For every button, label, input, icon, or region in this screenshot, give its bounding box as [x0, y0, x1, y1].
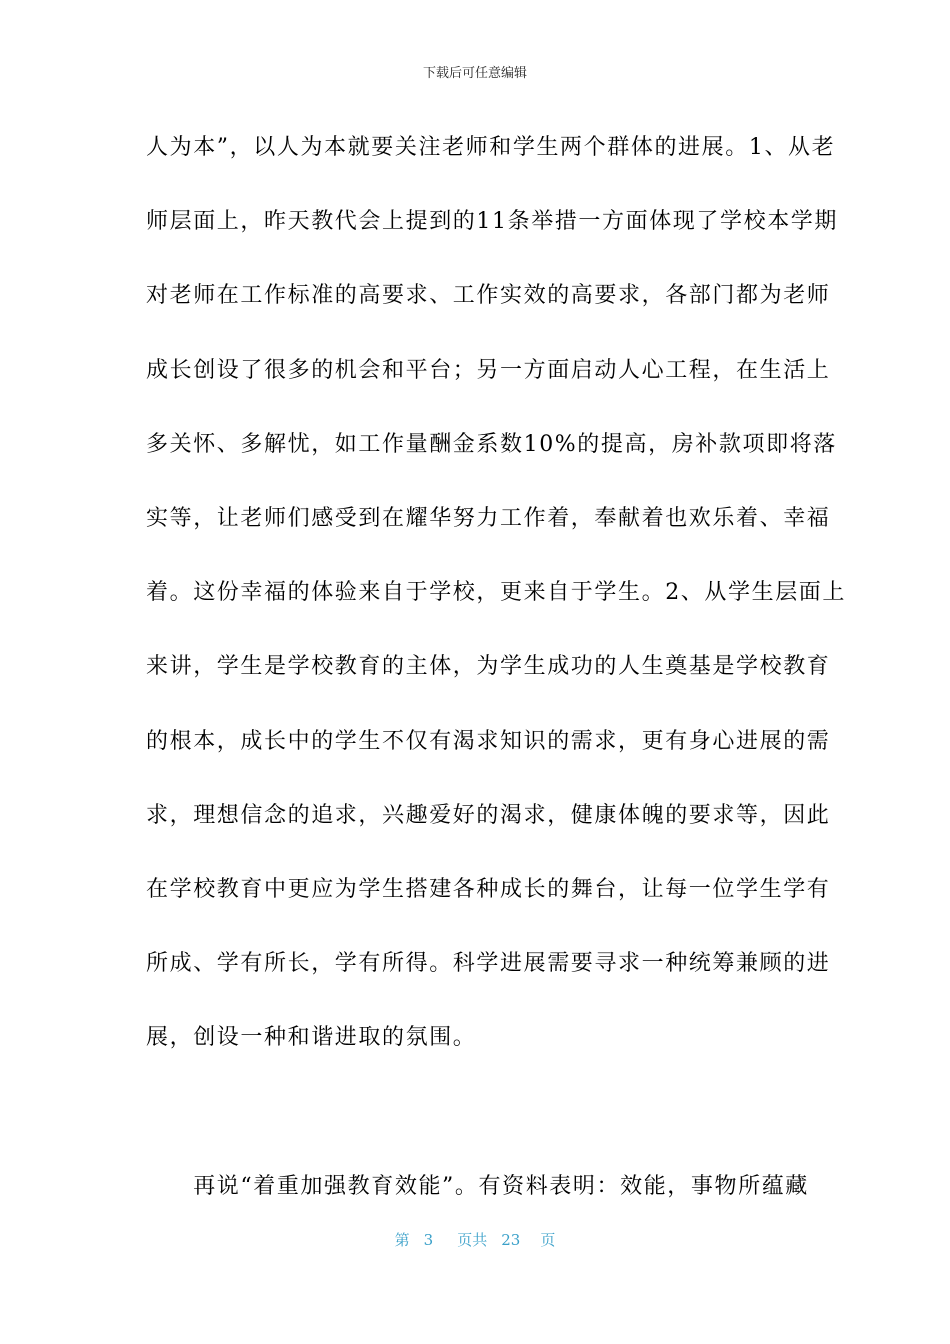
text-line: 人为本”，以人为本就要关注老师和学生两个群体的进展。1、从老 [146, 135, 836, 160]
text-line: 展，创设一种和谐进取的氛围。 [146, 1025, 477, 1051]
text-line: 再说“着重加强教育效能”。有资料表明：效能，事物所蕴藏 [146, 1173, 809, 1199]
text-line: 来讲，学生是学校教育的主体，为学生成功的人生奠基是学校教育 [146, 654, 831, 680]
page-header-note: 下载后可任意编辑 [422, 66, 527, 81]
page-label-prefix: 第 [394, 1231, 410, 1249]
page-label-mid: 页共 [457, 1231, 488, 1249]
text-line: 求，理想信念的追求，兴趣爱好的渴求，健康体魄的要求等，因此 [146, 802, 831, 828]
text-line: 成长创设了很多的机会和平台；另一方面启动人心工程，在生活上 [146, 357, 831, 383]
text-line: 实等，让老师们感受到在耀华努力工作着，奉献着也欢乐着、幸福 [146, 505, 831, 531]
page-footer [0, 1230, 950, 1250]
text-line: 的根本，成长中的学生不仅有渴求知识的需求，更有身心进展的需 [146, 728, 831, 754]
text-line: 多关怀、多解忧，如工作量酬金系数10%的提高，房补款项即将落 [146, 431, 837, 457]
page-label-suffix: 页 [540, 1231, 556, 1249]
total-pages-number: 23 [501, 1231, 521, 1249]
text-line: 师层面上，昨天教代会上提到的11条举措一方面体现了学校本学期 [146, 209, 838, 235]
text-line: 所成、学有所长，学有所得。科学进展需要寻求一种统筹兼顾的进 [146, 951, 831, 977]
text-line: 在学校教育中更应为学生搭建各种成长的舞台，让每一位学生学有 [146, 876, 831, 902]
blank-line [146, 1092, 806, 1166]
document-body [146, 128, 846, 1241]
text-line: 对老师在工作标准的高要求、工作实效的高要求，各部门都为老师 [146, 283, 831, 309]
current-page-number: 3 [423, 1231, 434, 1249]
text-line: 着。这份幸福的体验来自于学校，更来自于学生。2、从学生层面上 [146, 580, 846, 606]
